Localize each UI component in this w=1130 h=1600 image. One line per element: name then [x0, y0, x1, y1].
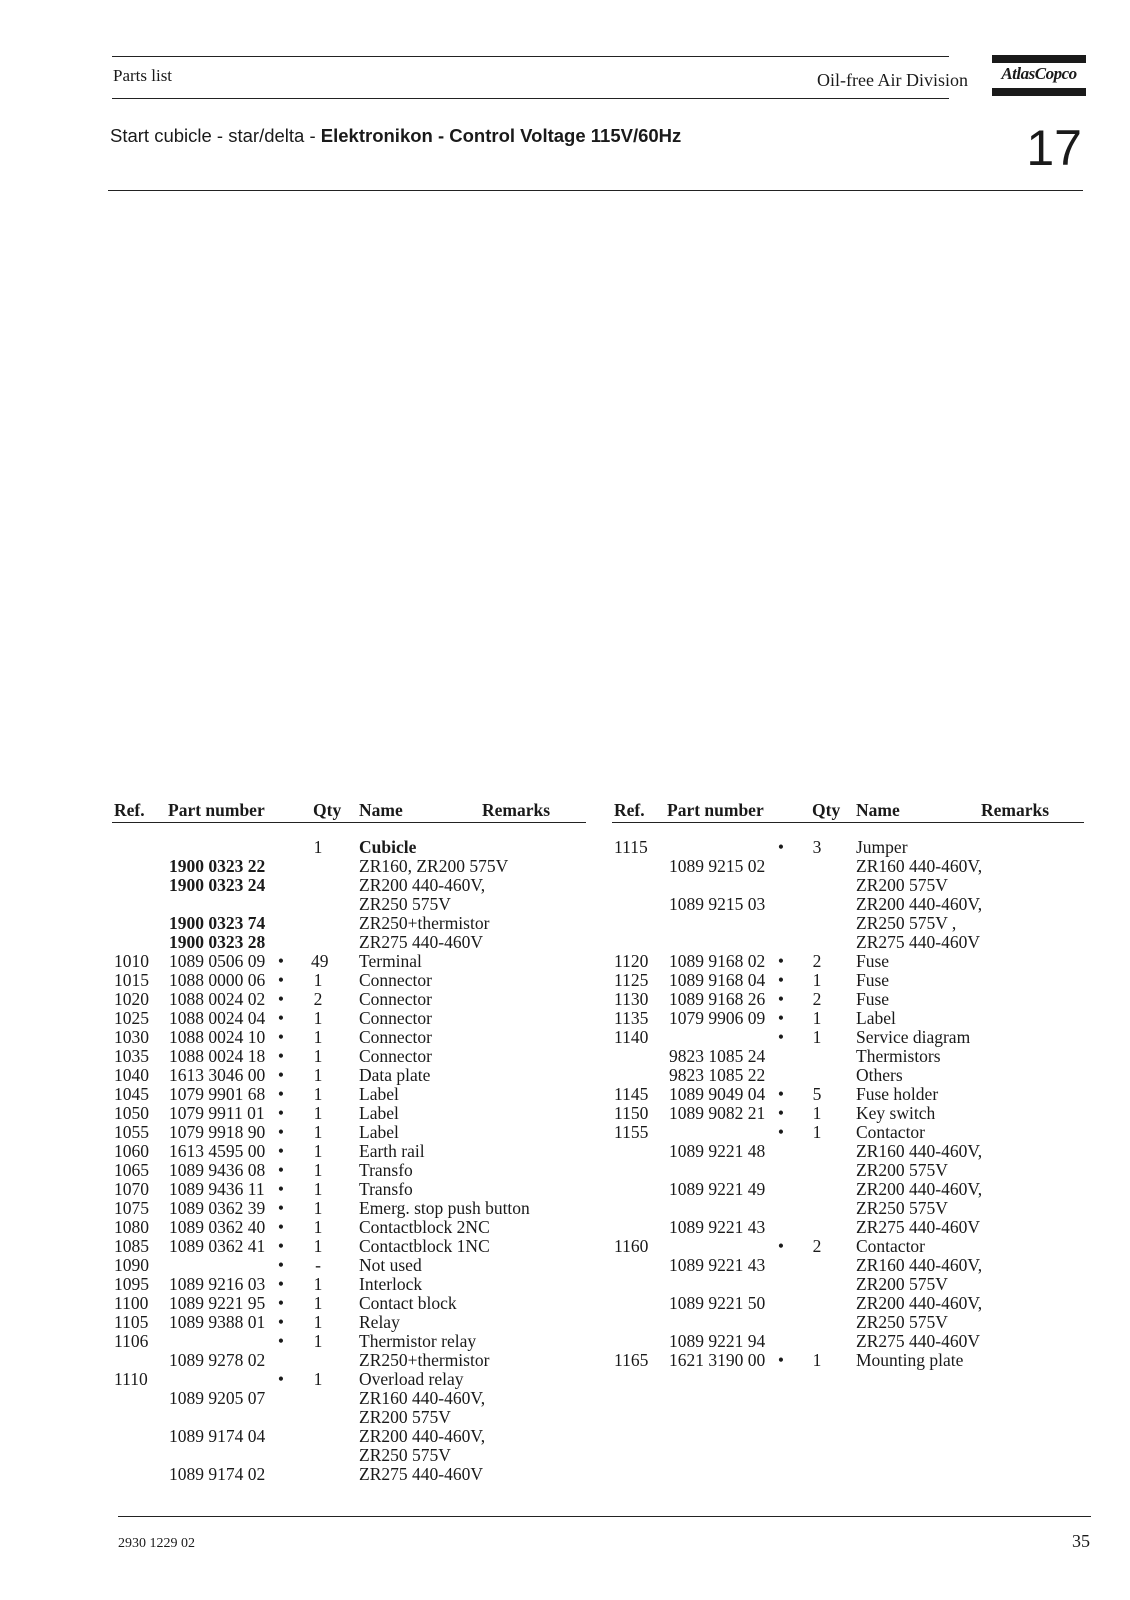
bullet-cell: • [277, 1198, 285, 1218]
name-cell: Transfo [359, 1160, 413, 1180]
name-cell: ZR275 440-460V [359, 1464, 483, 1484]
atlas-copco-logo [992, 55, 1086, 97]
part-number-cell: 1089 9174 02 [169, 1464, 266, 1484]
right-header-rule [612, 822, 1084, 823]
name-cell: ZR250 575V [359, 1445, 451, 1465]
name-cell: ZR160 440-460V, [856, 1255, 983, 1275]
part-number-cell: 1089 9221 49 [669, 1179, 766, 1199]
name-cell: ZR275 440-460V [359, 932, 483, 952]
table-row [114, 1009, 584, 1028]
name-cell: Fuse [856, 951, 890, 971]
name-cell: ZR200 440-460V, [359, 875, 486, 895]
ref-cell: 1105 [114, 1312, 149, 1332]
qty-cell: 1 [313, 1217, 323, 1237]
qty-cell: 1 [812, 1122, 822, 1142]
logo-top-bar [992, 55, 1086, 63]
name-cell: ZR250+thermistor [359, 913, 490, 933]
name-cell: Contactblock 1NC [359, 1236, 490, 1256]
table-row [114, 876, 584, 895]
name-cell: ZR275 440-460V [856, 932, 980, 952]
table-row [614, 933, 1084, 952]
qty-cell: 1 [313, 1027, 323, 1047]
table-row [114, 1123, 584, 1142]
ref-cell: 1030 [114, 1027, 149, 1047]
right-col-remarks-header: Remarks [981, 800, 1050, 820]
table-row [614, 1313, 1084, 1332]
ref-cell: 1035 [114, 1046, 149, 1066]
part-number-cell: 1079 9918 90 [169, 1122, 266, 1142]
name-cell: Label [359, 1084, 399, 1104]
bullet-cell: • [277, 1008, 285, 1028]
bullet-cell: • [777, 951, 785, 971]
table-row [114, 895, 584, 914]
ref-cell: 1060 [114, 1141, 149, 1161]
bullet-cell: • [277, 1274, 285, 1294]
table-row [114, 1047, 584, 1066]
name-cell: Mounting plate [856, 1350, 964, 1370]
qty-cell: 1 [313, 1122, 323, 1142]
name-cell: Thermistors [856, 1046, 941, 1066]
table-row [614, 971, 1084, 990]
table-row [614, 990, 1084, 1009]
part-number-cell: 1089 9215 03 [669, 894, 766, 914]
part-number-cell: 1089 9436 08 [169, 1160, 266, 1180]
qty-cell: 1 [812, 970, 822, 990]
table-row [114, 1313, 584, 1332]
name-cell: ZR200 440-460V, [856, 1293, 983, 1313]
part-number-cell: 1089 9278 02 [169, 1350, 266, 1370]
part-number-cell: 1900 0323 22 [169, 856, 266, 876]
name-cell: ZR200 440-460V, [359, 1426, 486, 1446]
ref-cell: 1095 [114, 1274, 149, 1294]
ref-cell: 1125 [614, 970, 649, 990]
left-col-remarks-header: Remarks [482, 800, 551, 820]
part-number-cell: 1089 9168 04 [669, 970, 766, 990]
part-number-cell: 1089 9049 04 [669, 1084, 766, 1104]
bullet-cell: • [777, 837, 785, 857]
left-col-qty-header: Qty [313, 800, 342, 820]
part-number-cell: 1079 9911 01 [169, 1103, 265, 1123]
name-cell: Data plate [359, 1065, 431, 1085]
ref-cell: 1075 [114, 1198, 149, 1218]
qty-cell: 1 [313, 1160, 323, 1180]
part-number-cell: 1089 9436 11 [169, 1179, 265, 1199]
part-number-cell: 1089 0362 39 [169, 1198, 266, 1218]
table-row [114, 838, 584, 857]
part-number-cell: 1088 0024 18 [169, 1046, 266, 1066]
ref-cell: 1160 [614, 1236, 649, 1256]
name-cell: ZR250 575V , [856, 913, 957, 933]
ref-cell: 1040 [114, 1065, 149, 1085]
name-cell: ZR160 440-460V, [856, 856, 983, 876]
bullet-cell: • [777, 1122, 785, 1142]
name-cell: Connector [359, 989, 432, 1009]
left-col-part-header: Part number [168, 800, 265, 820]
name-cell: ZR160, ZR200 575V [359, 856, 509, 876]
ref-cell: 1065 [114, 1160, 149, 1180]
table-row [614, 1123, 1084, 1142]
bullet-cell: • [277, 1331, 285, 1351]
part-number-cell: 1088 0024 02 [169, 989, 266, 1009]
part-number-cell: 9823 1085 22 [669, 1065, 766, 1085]
table-row [114, 857, 584, 876]
qty-cell: 3 [812, 837, 822, 857]
name-cell: Service diagram [856, 1027, 971, 1047]
part-number-cell: 9823 1085 24 [669, 1046, 766, 1066]
name-cell: Emerg. stop push button [359, 1198, 530, 1218]
ref-cell: 1155 [614, 1122, 649, 1142]
name-cell: Interlock [359, 1274, 423, 1294]
part-number-cell: 1613 4595 00 [169, 1141, 266, 1161]
name-cell: Connector [359, 1046, 432, 1066]
part-number-cell: 1089 9216 03 [169, 1274, 266, 1294]
part-number-cell: 1089 9388 01 [169, 1312, 266, 1332]
section-label: Parts list [113, 66, 173, 85]
part-number-cell: 1089 9221 95 [169, 1293, 266, 1313]
table-row [114, 1142, 584, 1161]
qty-cell: 1 [313, 1065, 323, 1085]
table-row [114, 1465, 584, 1484]
bullet-cell: • [277, 1217, 285, 1237]
qty-cell: 1 [812, 1008, 822, 1028]
table-row [114, 1446, 584, 1465]
name-cell: Label [856, 1008, 896, 1028]
left-col-ref-header: Ref. [114, 800, 145, 820]
part-number-cell: 1079 9906 09 [669, 1008, 766, 1028]
qty-cell: 1 [812, 1350, 822, 1370]
bullet-cell: • [777, 970, 785, 990]
table-row [614, 1104, 1084, 1123]
bullet-cell: • [777, 1350, 785, 1370]
ref-cell: 1045 [114, 1084, 149, 1104]
qty-cell: 1 [313, 1331, 323, 1351]
name-cell: Key switch [856, 1103, 936, 1123]
name-cell: ZR275 440-460V [856, 1331, 980, 1351]
name-cell: Contactblock 2NC [359, 1217, 490, 1237]
right-col-part-header: Part number [667, 800, 764, 820]
qty-cell: 2 [313, 989, 323, 1009]
ref-cell: 1010 [114, 951, 149, 971]
name-cell: Not used [359, 1255, 422, 1275]
table-row [614, 1142, 1084, 1161]
qty-cell: 49 [311, 951, 329, 971]
bullet-cell: • [777, 989, 785, 1009]
part-number-cell: 1089 0506 09 [169, 951, 266, 971]
table-row [614, 1351, 1084, 1370]
bullet-cell: • [777, 1103, 785, 1123]
part-number-cell: 1089 9168 02 [669, 951, 766, 971]
name-cell: Connector [359, 1027, 432, 1047]
qty-cell: 1 [313, 1084, 323, 1104]
qty-cell: - [315, 1255, 321, 1275]
logo-wordmark: AtlasCopco [1001, 64, 1077, 83]
qty-cell: 1 [313, 1293, 323, 1313]
name-cell: Cubicle [359, 837, 417, 857]
division-label: Oil-free Air Division [817, 70, 968, 90]
bullet-cell: • [277, 1236, 285, 1256]
section-number: 17 [1026, 120, 1082, 176]
qty-cell: 1 [313, 1236, 323, 1256]
part-number-cell: 1089 9221 43 [669, 1217, 766, 1237]
name-cell: ZR275 440-460V [856, 1217, 980, 1237]
ref-cell: 1130 [614, 989, 649, 1009]
qty-cell: 1 [313, 1369, 323, 1389]
name-cell: Fuse [856, 970, 890, 990]
table-row [614, 914, 1084, 933]
name-cell: Contactor [856, 1236, 926, 1256]
bullet-cell: • [777, 1236, 785, 1256]
name-cell: Jumper [856, 837, 908, 857]
table-row [614, 1066, 1084, 1085]
table-row [614, 1161, 1084, 1180]
right-col-name-header: Name [856, 800, 900, 820]
ref-cell: 1015 [114, 970, 149, 990]
ref-cell: 1070 [114, 1179, 149, 1199]
table-row [614, 1180, 1084, 1199]
qty-cell: 1 [313, 1008, 323, 1028]
part-number-cell: 1900 0323 24 [169, 875, 266, 895]
name-cell: Contactor [856, 1122, 926, 1142]
part-number-cell: 1088 0000 06 [169, 970, 266, 990]
qty-cell: 1 [313, 1312, 323, 1332]
name-cell: Connector [359, 970, 432, 990]
table-row [614, 1009, 1084, 1028]
document-number: 2930 1229 02 [118, 1536, 195, 1551]
table-row [614, 1237, 1084, 1256]
part-number-cell: 1621 3190 00 [669, 1350, 766, 1370]
bullet-cell: • [277, 1369, 285, 1389]
title-bold: Elektronikon - Control Voltage 115V/60Hz [320, 125, 682, 146]
part-number-cell: 1089 9221 50 [669, 1293, 766, 1313]
ref-cell: 1120 [614, 951, 649, 971]
table-row [614, 1275, 1084, 1294]
ref-cell: 1080 [114, 1217, 149, 1237]
bullet-cell: • [277, 1084, 285, 1104]
table-row [114, 1199, 584, 1218]
page-number: 35 [1072, 1531, 1090, 1551]
table-row [114, 1427, 584, 1446]
ref-cell: 1140 [614, 1027, 649, 1047]
ref-cell: 1115 [614, 837, 648, 857]
table-row [114, 1180, 584, 1199]
ref-cell: 1110 [114, 1369, 148, 1389]
bullet-cell: • [277, 1046, 285, 1066]
name-cell: ZR200 575V [359, 1407, 451, 1427]
bullet-cell: • [277, 1312, 285, 1332]
part-number-cell: 1089 9205 07 [169, 1388, 266, 1408]
name-cell: ZR250 575V [856, 1198, 948, 1218]
table-row [114, 952, 584, 971]
name-cell: Others [856, 1065, 903, 1085]
bullet-cell: • [277, 1027, 285, 1047]
ref-cell: 1055 [114, 1122, 149, 1142]
name-cell: ZR200 440-460V, [856, 894, 983, 914]
qty-cell: 5 [812, 1084, 822, 1104]
name-cell: ZR250 575V [359, 894, 451, 914]
right-col-qty-header: Qty [812, 800, 841, 820]
name-cell: ZR160 440-460V, [359, 1388, 486, 1408]
table-row [114, 1256, 584, 1275]
name-cell: Contact block [359, 1293, 457, 1313]
ref-cell: 1135 [614, 1008, 649, 1028]
table-row [614, 876, 1084, 895]
table-row [114, 1332, 584, 1351]
part-number-cell: 1089 0362 41 [169, 1236, 266, 1256]
name-cell: ZR200 575V [856, 1274, 948, 1294]
qty-cell: 2 [812, 1236, 822, 1256]
qty-cell: 1 [812, 1027, 822, 1047]
table-row [114, 1351, 584, 1370]
part-number-cell: 1089 9082 21 [669, 1103, 766, 1123]
name-cell: ZR200 440-460V, [856, 1179, 983, 1199]
qty-cell: 1 [313, 970, 323, 990]
bullet-cell: • [777, 1084, 785, 1104]
part-number-cell: 1613 3046 00 [169, 1065, 266, 1085]
qty-cell: 1 [313, 837, 323, 857]
ref-cell: 1085 [114, 1236, 149, 1256]
header-top-rule [112, 56, 949, 57]
part-number-cell: 1089 0362 40 [169, 1217, 266, 1237]
name-cell: ZR160 440-460V, [856, 1141, 983, 1161]
table-row [614, 1047, 1084, 1066]
part-number-cell: 1089 9168 26 [669, 989, 766, 1009]
table-row [114, 990, 584, 1009]
qty-cell: 1 [313, 1103, 323, 1123]
qty-cell: 1 [812, 1103, 822, 1123]
table-row [114, 1085, 584, 1104]
bullet-cell: • [277, 1255, 285, 1275]
table-row [114, 1237, 584, 1256]
name-cell: Fuse holder [856, 1084, 939, 1104]
right-col-ref-header: Ref. [614, 800, 645, 820]
header-bottom-rule [112, 98, 949, 99]
name-cell: ZR200 575V [856, 875, 948, 895]
part-number-cell: 1900 0323 74 [169, 913, 266, 933]
table-row [614, 1332, 1084, 1351]
qty-cell: 1 [313, 1198, 323, 1218]
part-number-cell: 1089 9221 94 [669, 1331, 766, 1351]
qty-cell: 1 [313, 1141, 323, 1161]
bullet-cell: • [777, 1027, 785, 1047]
name-cell: Label [359, 1122, 399, 1142]
title-prefix: Start cubicle - star/delta - [110, 125, 321, 146]
table-row [114, 1408, 584, 1427]
table-row [114, 1104, 584, 1123]
table-row [614, 895, 1084, 914]
table-row [114, 933, 584, 952]
title-rule [108, 190, 1083, 191]
qty-cell: 2 [812, 951, 822, 971]
bullet-cell: • [277, 951, 285, 971]
name-cell: ZR250+thermistor [359, 1350, 490, 1370]
logo-bottom-bar [992, 88, 1086, 96]
table-row [114, 1389, 584, 1408]
table-row [114, 1275, 584, 1294]
table-row [114, 1066, 584, 1085]
table-row [614, 1085, 1084, 1104]
part-number-cell: 1089 9221 48 [669, 1141, 766, 1161]
name-cell: Fuse [856, 989, 890, 1009]
table-row [114, 1161, 584, 1180]
table-row [114, 914, 584, 933]
qty-cell: 1 [313, 1179, 323, 1199]
name-cell: Connector [359, 1008, 432, 1028]
table-row [114, 1218, 584, 1237]
table-row [614, 857, 1084, 876]
table-row [614, 838, 1084, 857]
left-header-rule [112, 822, 586, 823]
table-row [114, 1370, 584, 1389]
bullet-cell: • [777, 1008, 785, 1028]
table-row [114, 971, 584, 990]
ref-cell: 1100 [114, 1293, 149, 1313]
part-number-cell: 1089 9215 02 [669, 856, 766, 876]
table-row [614, 1199, 1084, 1218]
ref-cell: 1020 [114, 989, 149, 1009]
name-cell: ZR200 575V [856, 1160, 948, 1180]
bullet-cell: • [277, 1065, 285, 1085]
table-row [614, 1028, 1084, 1047]
qty-cell: 1 [313, 1046, 323, 1066]
table-row [614, 1218, 1084, 1237]
name-cell: Label [359, 1103, 399, 1123]
part-number-cell: 1089 9174 04 [169, 1426, 266, 1446]
table-row [114, 1294, 584, 1313]
ref-cell: 1145 [614, 1084, 649, 1104]
ref-cell: 1090 [114, 1255, 149, 1275]
bullet-cell: • [277, 1293, 285, 1313]
ref-cell: 1165 [614, 1350, 649, 1370]
ref-cell: 1025 [114, 1008, 149, 1028]
part-number-cell: 1089 9221 43 [669, 1255, 766, 1275]
name-cell: Terminal [359, 951, 422, 971]
name-cell: Overload relay [359, 1369, 464, 1389]
footer-rule [118, 1516, 1091, 1517]
qty-cell: 1 [313, 1274, 323, 1294]
name-cell: Relay [359, 1312, 400, 1332]
ref-cell: 1106 [114, 1331, 149, 1351]
bullet-cell: • [277, 1160, 285, 1180]
bullet-cell: • [277, 1141, 285, 1161]
name-cell: Transfo [359, 1179, 413, 1199]
table-row [614, 952, 1084, 971]
ref-cell: 1050 [114, 1103, 149, 1123]
part-number-cell: 1900 0323 28 [169, 932, 266, 952]
part-number-cell: 1088 0024 10 [169, 1027, 266, 1047]
table-row [614, 1294, 1084, 1313]
bullet-cell: • [277, 989, 285, 1009]
name-cell: Earth rail [359, 1141, 425, 1161]
bullet-cell: • [277, 1103, 285, 1123]
name-cell: ZR250 575V [856, 1312, 948, 1332]
ref-cell: 1150 [614, 1103, 649, 1123]
bullet-cell: • [277, 970, 285, 990]
part-number-cell: 1079 9901 68 [169, 1084, 266, 1104]
bullet-cell: • [277, 1179, 285, 1199]
qty-cell: 2 [812, 989, 822, 1009]
left-col-name-header: Name [359, 800, 403, 820]
table-row [114, 1028, 584, 1047]
table-row [614, 1256, 1084, 1275]
part-number-cell: 1088 0024 04 [169, 1008, 266, 1028]
name-cell: Thermistor relay [359, 1331, 477, 1351]
bullet-cell: • [277, 1122, 285, 1142]
page-title [110, 125, 681, 147]
